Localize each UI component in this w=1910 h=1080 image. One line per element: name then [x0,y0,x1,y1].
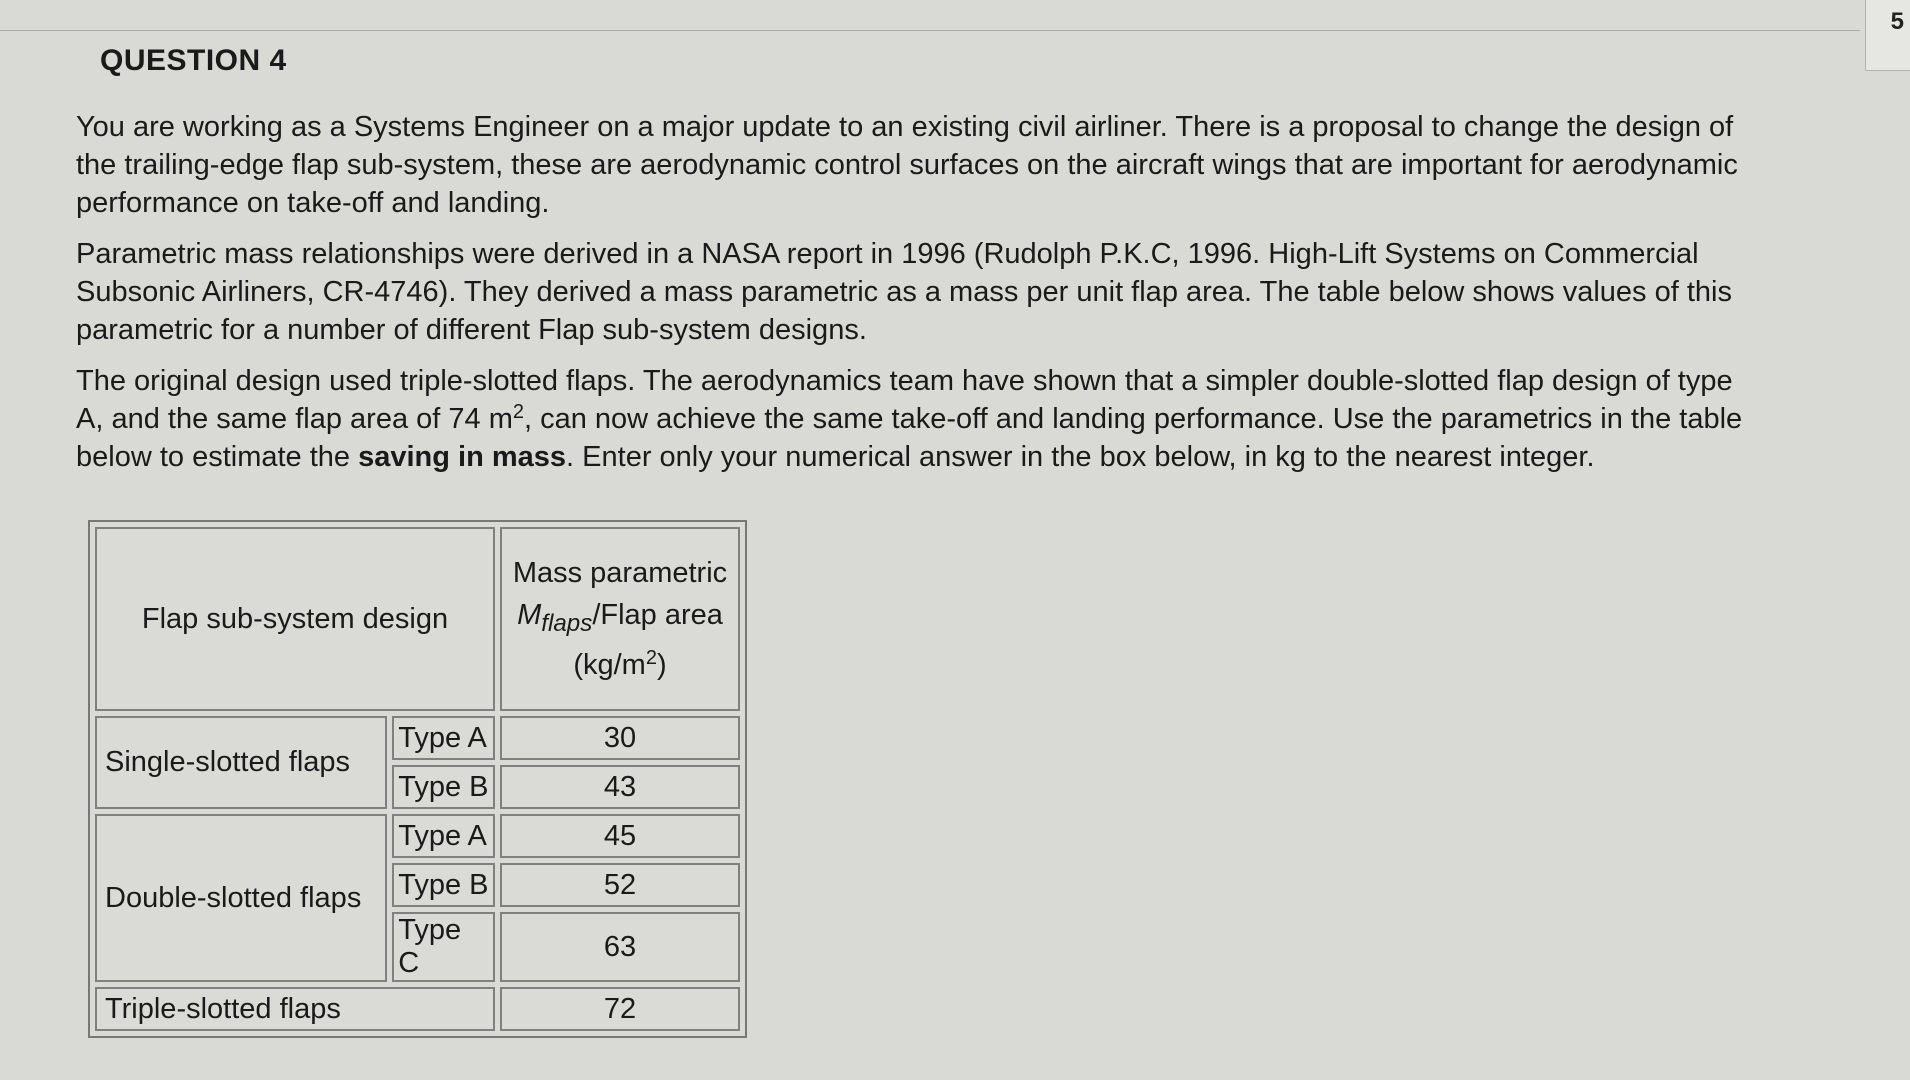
question-title: QUESTION 4 [100,44,287,77]
double-slotted-label: Double-slotted flaps [95,814,387,982]
page-number: 5 [1890,8,1904,35]
type-cell: Type A [392,814,495,858]
single-slotted-label: Single-slotted flaps [95,716,387,809]
page-number-box [1865,0,1910,71]
question-paragraph-1: You are working as a Systems Engineer on a major update to an existing civil airliner. There is a proposal to change the design of the trailing-edge flap sub-system, these are aerodynamic control surfaces on the aircraft wings that are important for aerodynamic performance on take-off and landing. [76,111,1738,219]
triple-slotted-label: Triple-slotted flaps [95,987,495,1031]
top-divider [0,30,1860,31]
header-design-cell: Flap sub-system design [95,527,495,711]
paragraph-3-part-1: The original design used triple-slotted flaps. The aerodynamics team have shown that a simpler double-slotted flap design of type A, and the same flap area of 74 m [76,365,1733,435]
type-cell: Type C [392,912,495,982]
question-paragraph-2: Parametric mass relationships were derived in a NASA report in 1996 (Rudolph P.K.C, 1996. High-Lift Systems on Commercial Subsonic Airliners, CR-4746). They derived a mass parametric as a mass per unit flap area. The table below shows values of this parametric for a number of different Flap sub-system designs. [76,238,1732,346]
value-cell: 30 [500,716,740,760]
value-cell: 43 [500,765,740,809]
header-param-sub: flaps [541,609,593,637]
type-cell: Type A [392,716,495,760]
header-param-unit: $(kg/m^2)$ [573,647,667,682]
paragraph-3-part-3: . Enter only your numerical answer in the box below, in kg to the nearest integer. [566,441,1595,473]
question-paragraph-3 [76,362,1756,476]
type-cell: Type B [392,765,495,809]
header-param-cell [500,527,740,711]
value-cell: 45 [500,814,740,858]
flap-mass-table [88,520,747,1038]
table-row [95,987,740,1031]
header-param-rest: /Flap area [592,598,723,631]
table-header-row [95,527,740,711]
value-cell: 52 [500,863,740,907]
value-cell: 63 [500,912,740,982]
table-row [95,716,740,760]
paragraph-3-part-2: , can now achieve the same take-off and landing performance. Use the parametrics in the table below to estimate the [76,403,1743,473]
header-param-m: M [517,598,542,631]
header-param-line-2 [510,594,730,645]
table-row [95,814,740,858]
question-body [76,108,1756,489]
header-param-line-1: Mass parametric [512,556,728,589]
saving-in-mass-emphasis: saving in mass [358,441,567,473]
value-cell: 72 [500,987,740,1031]
type-cell: Type B [392,863,495,907]
area-exponent: 2 [512,401,524,423]
